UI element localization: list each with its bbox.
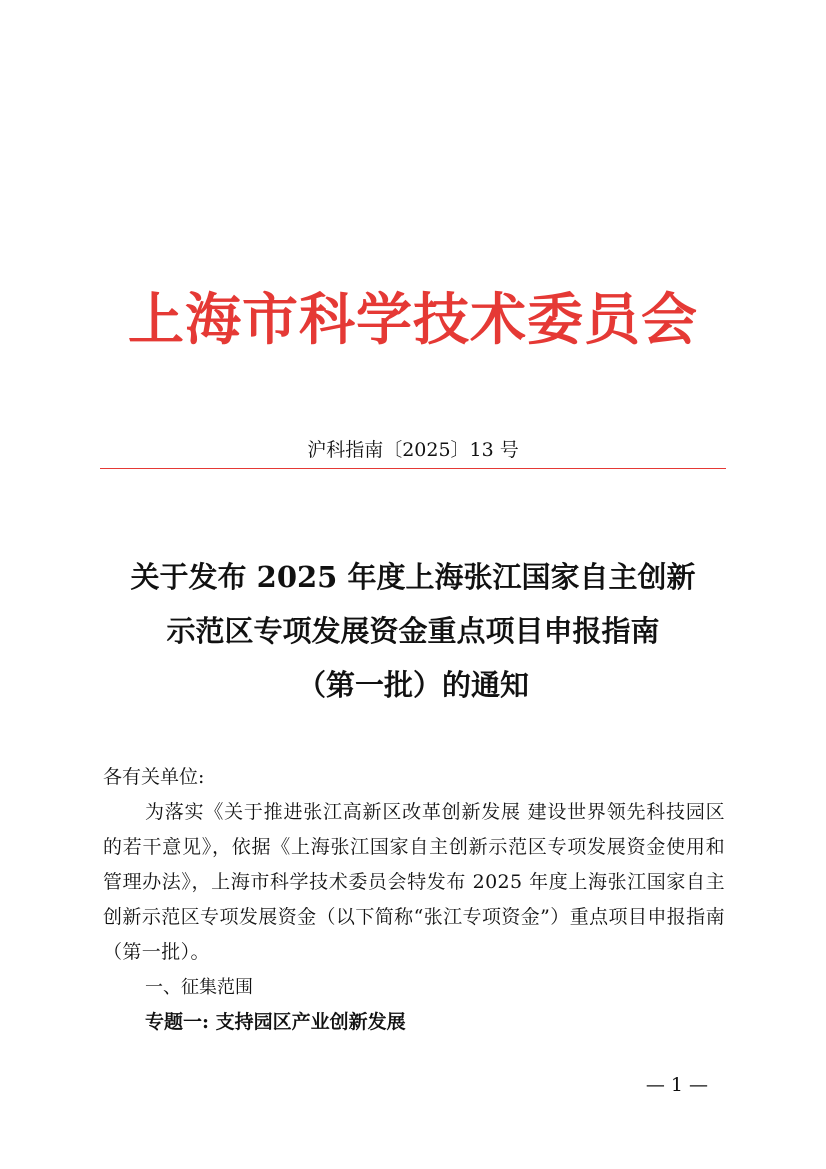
section-heading-scope: 一、征集范围 [145, 977, 253, 998]
notice-title-line-3: （第一批）的通知 [296, 668, 529, 702]
document-number: 沪科指南〔2025〕13 号 [307, 439, 519, 461]
red-divider-line [100, 468, 726, 469]
page-number: — 1 — [645, 1074, 708, 1096]
salutation: 各有关单位: [103, 766, 205, 788]
notice-body [103, 760, 725, 1040]
notice-title [80, 550, 746, 712]
notice-title-line-1: 关于发布 2025 年度上海张江国家自主创新 [130, 560, 696, 594]
issuing-organization-title: 上海市科学技术委员会 [128, 287, 698, 353]
topic-heading-1: 专题一: 支持园区产业创新发展 [145, 1011, 406, 1033]
intro-paragraph: 为落实《关于推进张江高新区改革创新发展 建设世界领先科技园区的若干意见》，依据《上海张江国家自主创新示范区专项发展资金使用和管理办法》，上海市科学技术委员会特发布 2025 年度上海张江国家自主创新示范区专项发展资金（以下简称“张江专项资金”）重点项目申报指南（第一批）。 [103, 801, 725, 963]
notice-title-line-2: 示范区专项发展资金重点项目申报指南 [166, 614, 660, 648]
